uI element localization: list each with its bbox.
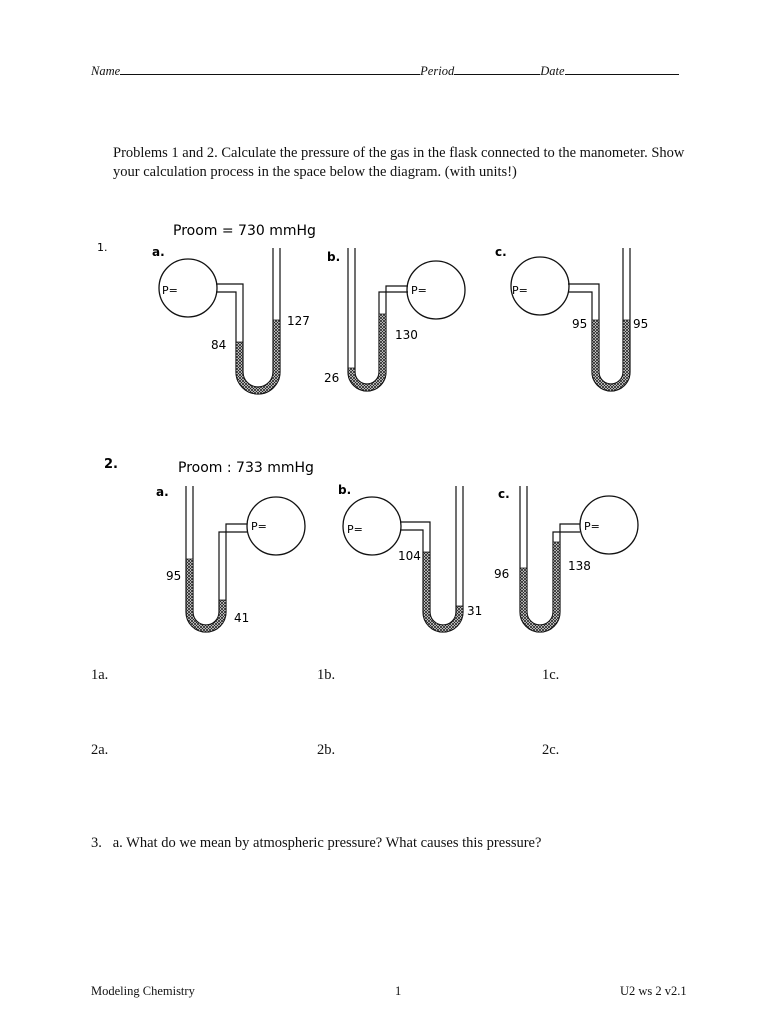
manometer-1a — [152, 245, 310, 394]
left-level: 96 — [494, 567, 510, 581]
page-number: 1 — [395, 984, 402, 998]
date-label: Date — [540, 64, 565, 78]
flask-label: P= — [512, 284, 528, 297]
problem1-proom: Proom = 730 mmHg — [173, 223, 316, 239]
flask-label: P= — [251, 520, 267, 533]
right-level: 138 — [568, 559, 591, 573]
left-level: 95 — [166, 569, 182, 583]
flask-label: P= — [347, 523, 363, 536]
answer-2b: 2b. — [317, 742, 336, 758]
diagram-letter: c. — [495, 245, 507, 259]
problem2-number: 2. — [104, 457, 118, 472]
left-level: 26 — [324, 371, 340, 385]
period-label: Period — [420, 64, 455, 78]
right-level: 130 — [395, 328, 418, 342]
diagram-letter: b. — [338, 483, 352, 497]
problem1-number: 1. — [97, 241, 108, 254]
left-level: 84 — [211, 338, 227, 352]
diagram-letter: a. — [156, 485, 169, 499]
manometer-2b — [338, 483, 482, 632]
manometer-2a — [156, 485, 305, 632]
manometer-2c — [494, 486, 638, 632]
answer-2a: 2a. — [91, 742, 109, 758]
answer-2c: 2c. — [542, 742, 560, 758]
name-label: Name — [91, 64, 121, 78]
flask-label: P= — [411, 284, 427, 297]
footer-right: U2 ws 2 v2.1 — [620, 984, 687, 998]
flask-label: P= — [584, 520, 600, 533]
manometer-1c — [495, 245, 648, 391]
diagram-letter: c. — [498, 487, 510, 501]
left-level: 104 — [398, 549, 421, 563]
right-level: 127 — [287, 314, 310, 328]
diagram-letter: a. — [152, 245, 165, 259]
answer-1c: 1c. — [542, 667, 560, 683]
right-level: 95 — [633, 317, 649, 331]
diagram-letter: b. — [327, 250, 341, 264]
problem2-proom: Proom : 733 mmHg — [178, 460, 314, 476]
right-level: 31 — [467, 604, 483, 618]
manometer-1b — [324, 248, 465, 391]
left-level: 95 — [572, 317, 588, 331]
instructions: Problems 1 and 2. Calculate the pressure of the gas in the flask connected to the manometer. Show your calculation process in the space below the diagram. (with units!) — [113, 145, 685, 180]
flask-label: P= — [162, 284, 178, 297]
question-3a: 3. a. What do we mean by atmospheric pressure? What causes this pressure? — [91, 835, 542, 851]
right-level: 41 — [234, 611, 250, 625]
footer-left: Modeling Chemistry — [91, 984, 195, 998]
answer-1a: 1a. — [91, 667, 109, 683]
answer-1b: 1b. — [317, 667, 336, 683]
